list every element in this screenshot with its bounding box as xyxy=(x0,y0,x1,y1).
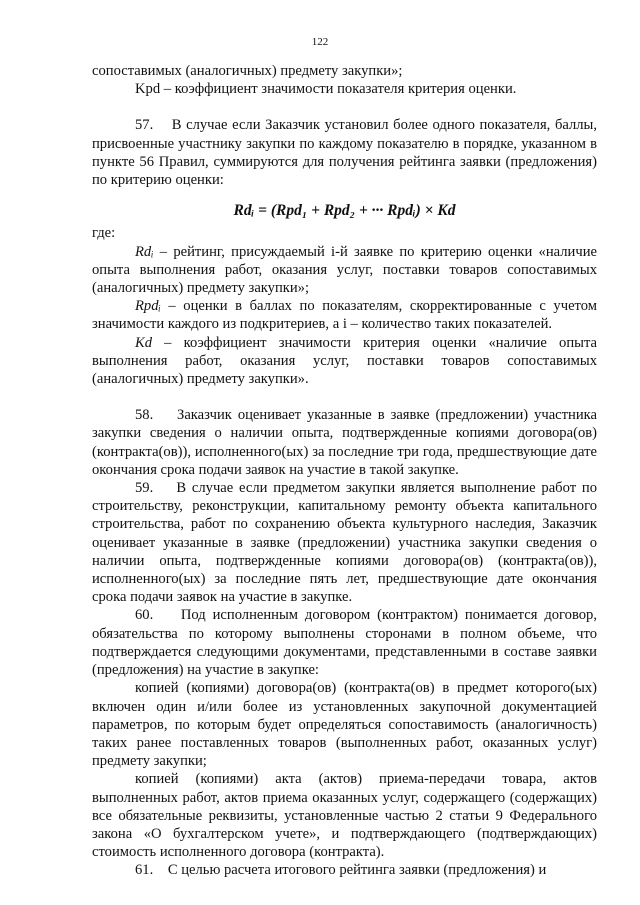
definition-rpd-text: – оценки в баллах по показателям, скорректированные с учетом значимости каждого из подкритериев, а i – количество таких показателей. xyxy=(92,298,597,333)
kpd-definition: Kpd – коэффициент значимости показателя критерия оценки. xyxy=(135,81,517,98)
definition-kd xyxy=(92,334,597,389)
page-number: 122 xyxy=(311,36,329,48)
paragraph-continuation: сопоставимых (аналогичных) предмету закупки»; xyxy=(92,63,403,79)
paragraph-58: 58. Заказчик оценивает указанные в заявке (предложении) участника закупки сведения о наличии опыта, подтвержденные копиями договора(ов) (контракта(ов)), исполненного(ых) за последние три года, предшествующие дате окончания срока подачи заявок на участие в такой закупке. xyxy=(92,407,597,478)
definition-rd xyxy=(92,243,597,298)
symbol-kd: Kd xyxy=(135,334,153,351)
paragraph-61: 61. С целью расчета итогового рейтинга заявки (предложения) и xyxy=(135,862,547,879)
paragraph-60: 60. Под исполненным договором (контрактом) понимается договор, обязательства по которому выполнены сторонами в полном объеме, что подтверждается следующими документами, представленными в составе заявки (предложения) на участие в закупке: xyxy=(92,607,597,679)
paragraph-59: 59. В случае если предметом закупки является выполнение работ по строительству, реконструкции, капитальному ремонту объекта капитального строительства, работ по сохранению объекта культурного наследия, Заказчик оценивает указанные в заявке (предложении) участника закупки сведения о наличии опыта, подтвержденные копиями договора(ов) (контракта(ов)), исполненного(ых) за последние пять лет, предшествующие дате окончания срока подачи заявок на участие в закупке. xyxy=(92,480,597,606)
definition-rpd xyxy=(92,297,597,333)
paragraph-57: 57. В случае если Заказчик установил более одного показателя, баллы, присвоенные участнику закупки по каждому показателю в порядке, указанном в пункте 56 Правил, суммируются для получения рейтинга заявки (предложения) по критерию оценки: xyxy=(92,117,597,189)
definition-rd-text: – рейтинг, присуждаемый i-й заявке по критерию оценки «наличие опыта выполнения работ, оказания услуг, поставки товаров сопоставимых (аналогичных) предмету закупки»; xyxy=(92,243,597,297)
symbol-rpd: Rpdᵢ xyxy=(135,298,161,315)
definition-kd-text: – коэффициент значимости критерия оценки «наличие опыта выполнения работ, оказания услуг, поставки товаров сопоставимых (аналогичных) предмету закупки». xyxy=(92,334,597,388)
paragraph-60-item-2: копией (копиями) акта (актов) приема-передачи товара, актов выполненных работ, актов приема оказанных услуг, содержащего (содержащих) все обязательные реквизиты, установленные частью 2 статьи 9 Федерального закона «О бухгалтерском учете», и подтверждающего (подтверждающих) стоимость исполненного договора (контракта). xyxy=(92,771,597,861)
where-label: где: xyxy=(92,225,116,242)
paragraph-60-item-1: копией (копиями) договора(ов) (контракта(ов) в предмет которого(ых) включен один и/или более из установленных закупочной документацией параметров, по которым будет определяться сопоставимость (аналогичность) таких ранее поставленных товаров (выполненных работ, оказанных услуг) предмету закупки; xyxy=(92,680,597,770)
rating-formula: Rdᵢ = (Rpd₁ + Rpd₂ + ··· Rpdᵢ) × Kd xyxy=(233,202,456,220)
document-body xyxy=(92,62,597,880)
symbol-rd: Rdᵢ xyxy=(135,243,154,260)
